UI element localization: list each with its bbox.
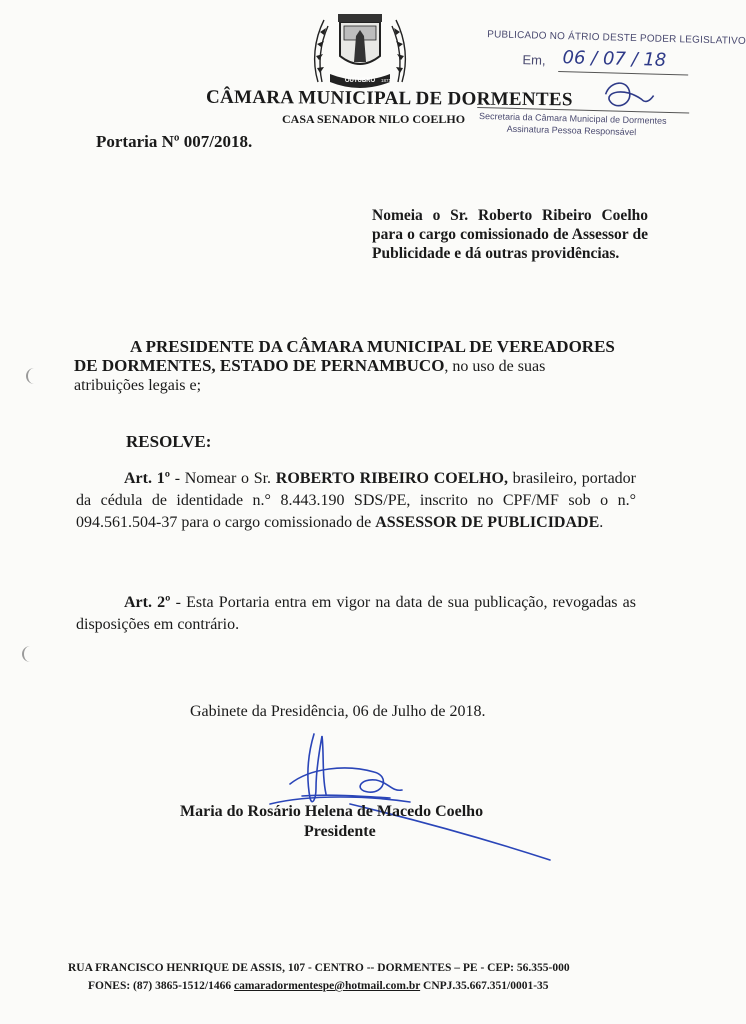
institution-title: CÂMARA MUNICIPAL DE DORMENTES (205, 86, 573, 111)
footer-email: camaradormentespe@hotmail.com.br (233, 980, 421, 992)
stamp-secretary-line: Secretaria da Câmara Municipal de Dormentes (478, 111, 667, 126)
crest-banner-text: OUTUBRO (344, 78, 376, 84)
stamp-date: 06 / 07 / 18 (562, 47, 667, 71)
article-1-text-b: brasileiro, portador da cédula de identidade n.° 8.443.190 SDS/PE, inscrito no CPF/MF sob o n.° 094.561.504-37 para o cargo comissionado de (76, 470, 637, 531)
publication-stamp (477, 21, 746, 139)
article-2-text: - Esta Portaria entra em vigor na data de sua publicação, revogadas as disposições em contrário. (76, 594, 637, 633)
punch-hole-mark (22, 646, 38, 662)
article-1-role: ASSESSOR DE PUBLICIDADE (375, 514, 600, 531)
signer-name: Maria do Rosário Helena de Macedo Coelho (180, 803, 484, 820)
article-2-label: Art. 2º (124, 594, 171, 611)
intro-line-3: atribuições legais e; (74, 377, 202, 394)
article-1 (76, 468, 636, 534)
stamp-date-line (558, 71, 688, 75)
handwritten-signature (250, 724, 550, 874)
footer-contacts (88, 980, 549, 992)
stamp-initials-signature (595, 76, 656, 114)
stamp-heading: PUBLICADO NO ÁTRIO DESTE PODER LEGISLATIVO (487, 29, 746, 47)
intro-line-2-bold: DE DORMENTES, ESTADO DE PERNAMBUCO (74, 356, 445, 375)
institution-subtitle: CASA SENADOR NILO COELHO (282, 112, 466, 126)
resolve-heading: RESOLVE: (126, 432, 212, 451)
footer-cnpj: CNPJ.35.667.351/0001-35 (423, 980, 549, 992)
crest-year: 1871 (380, 78, 392, 83)
place-date-line: Gabinete da Presidência, 06 de Julho de 2018. (190, 703, 486, 720)
footer-address: RUA FRANCISCO HENRIQUE DE ASSIS, 107 - CENTRO -- DORMENTES – PE - CEP: 56.355-000 (68, 962, 570, 974)
intro-paragraph (74, 337, 638, 395)
article-1-end: . (599, 514, 604, 531)
intro-line-1: A PRESIDENTE DA CÂMARA MUNICIPAL DE VEREADORES (130, 337, 615, 356)
article-1-label: Art. 1º (124, 470, 170, 487)
stamp-signature-caption: Assinatura Pessoa Responsável (506, 123, 637, 138)
intro-line-2 (74, 356, 638, 376)
intro-line-2-rest: , no uso de suas (444, 358, 546, 375)
punch-hole-mark (26, 368, 42, 384)
ementa-paragraph: Nomeia o Sr. Roberto Ribeiro Coelho para o cargo comissionado de Assessor de Publicidade e dá outras providências. (372, 207, 648, 262)
article-1-name: ROBERTO RIBEIRO COELHO, (275, 470, 508, 487)
coat-of-arms-logo (310, 12, 410, 90)
signer-role: Presidente (304, 823, 376, 840)
stamp-em-label: Em, (522, 52, 546, 68)
article-2 (76, 592, 636, 636)
portaria-number: Portaria Nº 007/2018. (96, 132, 253, 151)
article-1-text-a: - Nomear o Sr. (169, 470, 276, 487)
footer-phones: FONES: (87) 3865-1512/1466 (88, 980, 232, 992)
